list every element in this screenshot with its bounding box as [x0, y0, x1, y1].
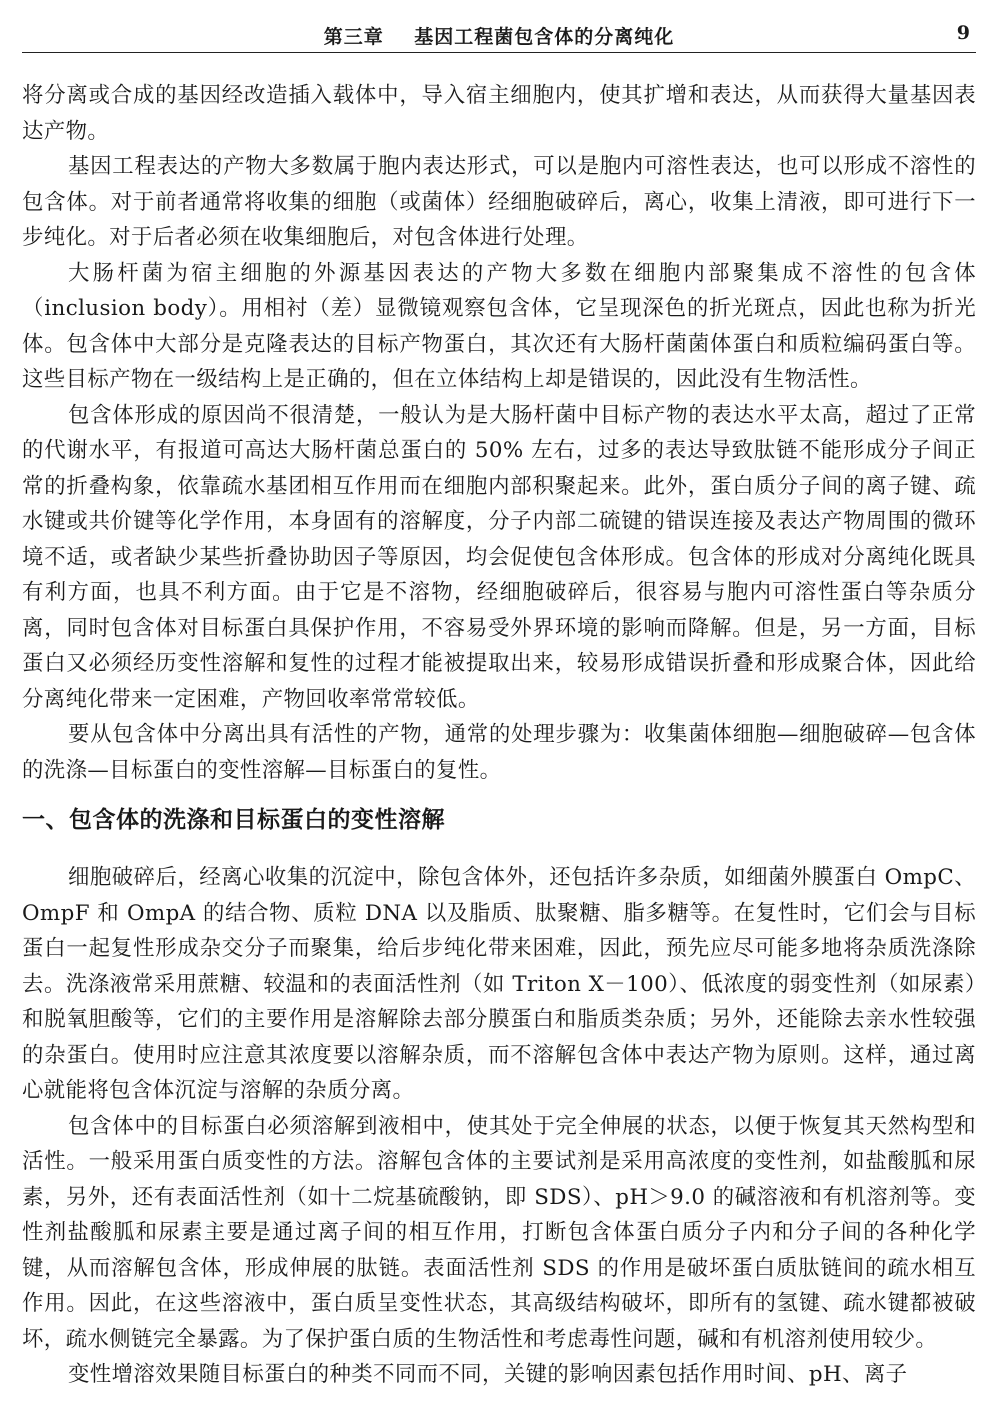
page-number: 9	[956, 22, 970, 44]
paragraph: 要从包含体中分离出具有活性的产物，通常的处理步骤为：收集菌体细胞—细胞破碎—包含体的洗涤—目标蛋白的变性溶解—目标蛋白的复性。	[22, 722, 976, 783]
paragraph: 包含体中的目标蛋白必须溶解到液相中，使其处于完全伸展的状态，以便于恢复其天然构型和活性。一般采用蛋白质变性的方法。溶解包含体的主要试剂是采用高浓度的变性剂，如盐酸胍和尿素，另外，还有表面活性剂（如十二烷基硫酸钠，即 SDS）、pH＞9.0 的碱溶液和有机溶剂等。变性剂盐酸胍和尿素主要是通过离子间的相互作用，打断包含体蛋白质分子内和分子间的各种化学键，从而溶解包含体，形成伸展的肽链。表面活性剂 SDS 的作用是破坏蛋白质肽链间的疏水相互作用。因此，在这些溶液中，蛋白质呈变性状态，其高级结构破坏，即所有的氢键、疏水键都被破坏，疏水侧链完全暴露。为了保护蛋白质的生物活性和考虑毒性问题，碱和有机溶剂使用较少。	[22, 1113, 976, 1352]
paragraph: 将分离或合成的基因经改造插入载体中，导入宿主细胞内，使其扩增和表达，从而获得大量基因表达产物。	[22, 83, 976, 144]
running-header	[22, 18, 976, 53]
body-text	[22, 78, 976, 1393]
chapter-title: 第三章 基因工程菌包含体的分离纯化	[323, 26, 675, 48]
section-heading: 一、包含体的洗涤和目标蛋白的变性溶解	[22, 807, 445, 833]
paragraph: 细胞破碎后，经离心收集的沉淀中，除包含体外，还包括许多杂质，如细菌外膜蛋白 OmpC、OmpF 和 OmpA 的结合物、质粒 DNA 以及脂质、肽聚糖、脂多糖等。在复性时，它们会与目标蛋白一起复性形成杂交分子而聚集，给后步纯化带来困难，因此，预先应尽可能多地将杂质洗涤除去。洗涤液常采用蔗糖、较温和的表面活性剂（如 Triton X－100）、低浓度的弱变性剂（如尿素）和脱氧胆酸等，它们的主要作用是溶解除去部分膜蛋白和脂质类杂质；另外，还能除去亲水性较强的杂蛋白。使用时应注意其浓度要以溶解杂质，而不溶解包含体中表达产物为原则。这样，通过离心就能将包含体沉淀与溶解的杂质分离。	[22, 865, 976, 1103]
paragraph: 包含体形成的原因尚不很清楚，一般认为是大肠杆菌中目标产物的表达水平太高，超过了正常的代谢水平，有报道可高达大肠杆菌总蛋白的 50% 左右，过多的表达导致肽链不能形成分子间正常的折叠构象，依靠疏水基团相互作用而在细胞内部积聚起来。此外，蛋白质分子间的离子键、疏水键或共价键等化学作用，本身固有的溶解度，分子内部二硫键的错误连接及表达产物周围的微环境不适，或者缺少某些折叠协助因子等原因，均会促使包含体形成。包含体的形成对分离纯化既具有利方面，也具不利方面。由于它是不溶物，经细胞破碎后，很容易与胞内可溶性蛋白等杂质分离，同时包含体对目标蛋白具保护作用，不容易受外界环境的影响而降解。但是，另一方面，目标蛋白又必须经历变性溶解和复性的过程才能被提取出来，较易形成错误折叠和形成聚合体，因此给分离纯化带来一定困难，产物回收率常常较低。	[22, 402, 976, 712]
paragraph: 大肠杆菌为宿主细胞的外源基因表达的产物大多数在细胞内部聚集成不溶性的包含体（inclusion body）。用相衬（差）显微镜观察包含体，它呈现深色的折光斑点，因此也称为折光体。包含体中大部分是克隆表达的目标产物蛋白，其次还有大肠杆菌菌体蛋白和质粒编码蛋白等。这些目标产物在一级结构上是正确的，但在立体结构上却是错误的，因此没有生物活性。	[22, 260, 976, 392]
paragraph: 变性增溶效果随目标蛋白的种类不同而不同，关键的影响因素包括作用时间、pH、离子	[68, 1362, 908, 1387]
paragraph: 基因工程表达的产物大多数属于胞内表达形式，可以是胞内可溶性表达，也可以形成不溶性的包含体。对于前者通常将收集的细胞（或菌体）经细胞破碎后，离心，收集上清液，即可进行下一步纯化。对于后者必须在收集细胞后，对包含体进行处理。	[22, 154, 976, 250]
